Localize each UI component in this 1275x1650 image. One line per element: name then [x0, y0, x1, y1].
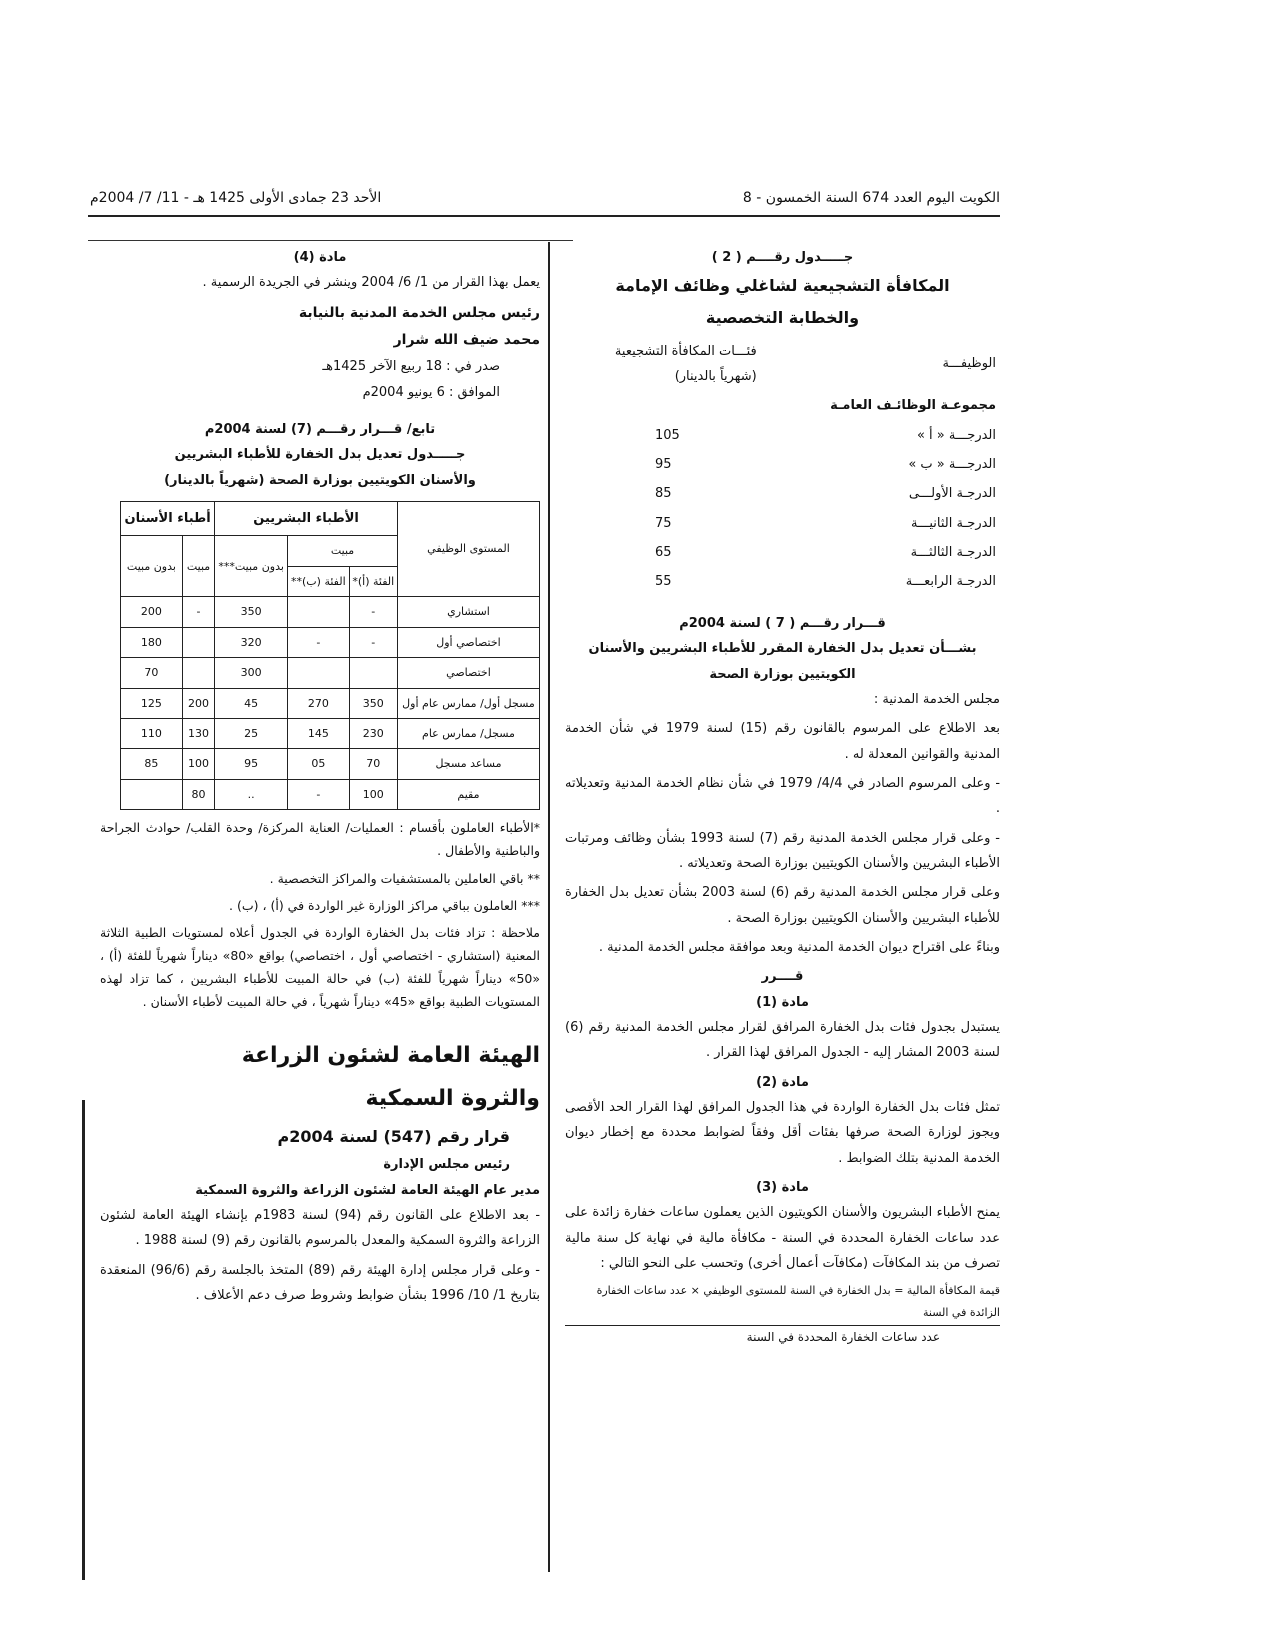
footnote-c: *** العاملون بباقي مراكز الوزارة غير الواردة في (أ) ، (ب) .: [229, 897, 540, 913]
table-row: [121, 627, 540, 657]
annex-subtitle-2: والأسنان الكويتيين بوزارة الصحة (شهرياً بالدينار): [164, 472, 476, 488]
col-dental-nostay: بدون مبيت: [121, 536, 183, 597]
cell-level: مسجل/ ممارس عام: [397, 718, 539, 748]
grade-value: 65: [655, 545, 672, 561]
left-column: [100, 245, 540, 1312]
decision-547-title: قرار رقم (547) لسنة 2004م: [277, 1127, 510, 1147]
authority-name: الهيئة العامة لشئون الزراعة: [241, 1043, 540, 1069]
cell-nostay: ..: [215, 779, 288, 809]
table-row: [121, 688, 540, 718]
article-1-text: يستبدل بجدول فئات بدل الخفارة المرافق لقرار مجلس الخدمة المدنية رقم (6) لسنة 2003 المشار إليه - الجدول المرافق لهذا القرار .: [565, 1019, 1000, 1061]
duty-allowance-table: [120, 501, 540, 810]
cell-d-nostay: 200: [121, 597, 183, 627]
left-top-rule: [88, 240, 573, 241]
table-remark: ملاحظة : تزاد فئات بدل الخفارة الواردة في الجدول أعلاه لمستويات الطبية الثلاثة المعنية (استشاري - اختصاصي أول ، اختصاصي) بواقع «80» ديناراً شهرياً للفئة (أ) ، «50» ديناراً شهرياً للفئة (ب) في حالة المبيت للأطباء البشريين ، كما تزاد لهذه المستويات الطبية بواقع «45» ديناراً شهرياً ، في حالة المبيت لأطباء الأسنان .: [100, 924, 541, 1010]
decision-547-para: - بعد الاطلاع على القانون رقم (94) لسنة 1983م بإنشاء الهيئة العامة لشئون الزراعة والثروة السمكية والمعدل بالمرسوم بالقانون رقم (9) لسنة 1988 .: [100, 1207, 541, 1249]
right-column: [565, 245, 1000, 1350]
cell-d-stay: [182, 627, 214, 657]
decision-intro: مجلس الخدمة المدنية :: [873, 691, 1000, 707]
table-row: [565, 421, 1000, 450]
cell-a: [349, 658, 397, 688]
decision-547-sub: رئيس مجلس الإدارة: [383, 1157, 510, 1173]
grade-label: الدرجـــة « ب »: [908, 457, 996, 473]
table2-col-amount-2: (شهرياً بالدينار): [674, 369, 757, 385]
margin-rule: [82, 1100, 85, 1580]
col-dentists: أطباء الأسنان: [121, 502, 215, 536]
table-row: [565, 538, 1000, 567]
article-2-title: مادة (2): [756, 1074, 809, 1090]
table2: [565, 337, 1000, 597]
decision-para: بعد الاطلاع على المرسوم بالقانون رقم (15) لسنة 1979 في شأن الخدمة المدنية والقوانين المعدلة له .: [565, 721, 1000, 762]
decision-subtitle-2: الكويتيين بوزارة الصحة: [709, 666, 856, 682]
decision-para: - وعلى المرسوم الصادر في 4/4/ 1979 في شأن نظام الخدمة المدنية وتعديلاته .: [565, 775, 1001, 817]
article-1-title: مادة (1): [756, 994, 809, 1010]
cell-level: اختصاصي: [397, 658, 539, 688]
grade-value: 95: [655, 457, 672, 473]
table2-col-job: الوظيفـــة: [942, 355, 996, 371]
cell-level: اختصاصي أول: [397, 627, 539, 657]
table-row: [121, 597, 540, 627]
header-date: الأحد 23 جمادى الأولى 1425 هـ - 11/ 7/ 2004م: [90, 190, 382, 206]
grade-label: الدرجـة الثالثـــة: [910, 545, 996, 561]
signatory-name: محمد ضيف الله شرار: [393, 331, 540, 348]
table-row: [565, 479, 1000, 508]
cell-b: 145: [288, 718, 350, 748]
cell-b: [288, 658, 350, 688]
grade-value: 85: [655, 486, 672, 502]
decision-title: قـــرار رقـــم ( 7 ) لسنة 2004م: [679, 615, 886, 631]
col-cat-a: الفئة (أ)*: [349, 566, 397, 596]
cell-d-nostay: 110: [121, 718, 183, 748]
table-row: [565, 450, 1000, 479]
footnote-b: ** باقي العاملين بالمستشفيات والمراكز التخصصية .: [269, 870, 540, 886]
corresponding-date: الموافق : 6 يونيو 2004م: [362, 384, 500, 400]
table-row: [565, 567, 1000, 596]
table-row: [121, 779, 540, 809]
table2-group: مجموعـة الوظائـف العامـة: [830, 398, 996, 414]
decision-para: وعلى قرار مجلس الخدمة المدنية رقم (6) لسنة 2003 بشأن تعديل بدل الخفارة للأطباء البشريين والأسنان الكويتيين بوزارة الصحة .: [565, 885, 1000, 926]
cell-a: 70: [349, 749, 397, 779]
cell-d-stay: -: [182, 597, 214, 627]
formula-numerator: قيمة المكافأة المالية = بدل الخفارة في السنة للمستوى الوظيفي × عدد ساعات الخفارة الزائدة في السنة: [565, 1280, 1000, 1326]
cell-a: 230: [349, 718, 397, 748]
grade-label: الدرجـة الرابعـــة: [905, 574, 996, 590]
footnote-a: *الأطباء العاملون بأقسام : العمليات/ العناية المركزة/ وحدة القلب/ حوادث الجراحة والباطنية والأطفال .: [100, 820, 540, 859]
cell-d-nostay: 70: [121, 658, 183, 688]
cell-b: 05: [288, 749, 350, 779]
cell-nostay: 95: [215, 749, 288, 779]
table-row: [121, 658, 540, 688]
grade-value: 55: [655, 574, 672, 590]
article-3-title: مادة (3): [756, 1180, 809, 1196]
issued-date: صدر في : 18 ربيع الآخر 1425هـ: [322, 359, 500, 375]
authority-name-2: والثروة السمكية: [365, 1086, 540, 1112]
article-2-text: تمثل فئات بدل الخفارة الواردة في هذا الجدول المرافق لهذا القرار الحد الأقصى ويجوز لوزارة الصحة صرفها بفئات أقل وفقاً لضوابط محددة مع إخطار ديوان الخدمة المدنية بتلك الضوابط .: [565, 1100, 1000, 1166]
decision-para: وبناءً على اقتراح ديوان الخدمة المدنية وبعد موافقة مجلس الخدمة المدنية .: [598, 939, 1000, 955]
decision-547-para: - وعلى قرار مجلس إدارة الهيئة رقم (89) المتخذ بالجلسة رقم (96/6) المنعقدة بتاريخ 1/ 10/ 1996 بشأن ضوابط وشروط صرف دعم الأعلاف .: [100, 1262, 540, 1303]
grade-label: الدرجـة الثانيـــة: [910, 515, 996, 531]
grade-value: 75: [655, 515, 672, 531]
cell-d-nostay: 85: [121, 749, 183, 779]
annex-subtitle: جـــــدول تعديل بدل الخفارة للأطباء البشريين: [174, 447, 466, 463]
decides-heading: قــــرر: [761, 969, 804, 985]
table2-col-amount-1: فئـــات المكافأة التشجيعية: [614, 343, 757, 359]
col-level: المستوى الوظيفي: [397, 502, 539, 597]
cell-d-nostay: [121, 779, 183, 809]
cell-nostay: 300: [215, 658, 288, 688]
cell-nostay: 45: [215, 688, 288, 718]
table-row: [121, 718, 540, 748]
cell-d-stay: 100: [182, 749, 214, 779]
cell-b: -: [288, 627, 350, 657]
cell-d-stay: 130: [182, 718, 214, 748]
col-human-doctors: الأطباء البشريين: [215, 502, 398, 536]
grade-label: الدرجـــة « أ »: [916, 427, 996, 443]
cell-d-nostay: 125: [121, 688, 183, 718]
cell-a: 100: [349, 779, 397, 809]
article-3-text: يمنح الأطباء البشريون والأسنان الكويتيون الذين يعملون ساعات خفارة زائدة على عدد ساعات الخفارة المحددة في السنة - مكافأة مالية في نهاية كل سنة مالية تصرف من بند المكافآت (مكافآت أعمال أخرى) وتحسب على النحو التالي :: [565, 1205, 1000, 1272]
grade-value: 105: [655, 427, 680, 443]
cell-d-stay: [182, 658, 214, 688]
header-issue: الكويت اليوم العدد 674 السنة الخمسون - 8: [742, 190, 1000, 206]
table-row: [121, 749, 540, 779]
article-4-text: يعمل بهذا القرار من 1/ 6/ 2004 وينشر في الجريدة الرسمية .: [202, 275, 540, 291]
table-row: [565, 509, 1000, 538]
cell-level: مسجل أول/ ممارس عام أول: [397, 688, 539, 718]
col-stay: مبيت: [288, 536, 398, 566]
cell-a: -: [349, 627, 397, 657]
header-rule: [88, 215, 1000, 217]
table2-caption: جـــــدول رقــــم ( 2 ): [711, 250, 854, 265]
formula: [565, 1280, 1000, 1349]
cell-nostay: 320: [215, 627, 288, 657]
table2-col-amount: [565, 337, 761, 392]
cell-b: [288, 597, 350, 627]
page-header: [90, 190, 1000, 230]
cell-level: مقيم: [397, 779, 539, 809]
decision-547-sub-2: مدير عام الهيئة العامة لشئون الزراعة والثروة السمكية: [195, 1182, 540, 1198]
col-dental-stay: مبيت: [182, 536, 214, 597]
table2-title-2: والخطابة التخصصية: [705, 307, 860, 327]
col-nostay: بدون مبيت***: [215, 536, 288, 597]
column-divider: [548, 242, 550, 1572]
cell-level: مساعد مسجل: [397, 749, 539, 779]
cell-d-stay: 200: [182, 688, 214, 718]
cell-b: -: [288, 779, 350, 809]
grade-label: الدرجـة الأولـــى: [908, 486, 996, 502]
col-cat-b: الفئة (ب)**: [288, 566, 350, 596]
annex-title: تابع/ قـــرار رقـــم (7) لسنة 2004م: [204, 421, 436, 437]
cell-d-nostay: 180: [121, 627, 183, 657]
cell-d-stay: 80: [182, 779, 214, 809]
cell-b: 270: [288, 688, 350, 718]
cell-a: 350: [349, 688, 397, 718]
table2-title: المكافأة التشجيعية لشاغلي وظائف الإمامة: [615, 276, 950, 296]
cell-a: -: [349, 597, 397, 627]
cell-nostay: 350: [215, 597, 288, 627]
signatory-title: رئيس مجلس الخدمة المدنية بالنيابة: [298, 304, 540, 321]
cell-nostay: 25: [215, 718, 288, 748]
decision-subtitle: بشـــأن تعديل بدل الخفارة المقرر للأطباء البشريين والأسنان: [588, 641, 977, 657]
formula-denominator: عدد ساعات الخفارة المحددة في السنة: [746, 1330, 940, 1345]
article-4-title: مادة (4): [293, 250, 347, 265]
cell-level: استشاري: [397, 597, 539, 627]
decision-para: - وعلى قرار مجلس الخدمة المدنية رقم (7) لسنة 1993 بشأن وظائف ومرتبات الأطباء البشريين والأسنان الكويتيين بوزارة الصحة وتعديلاته .: [565, 830, 1000, 871]
